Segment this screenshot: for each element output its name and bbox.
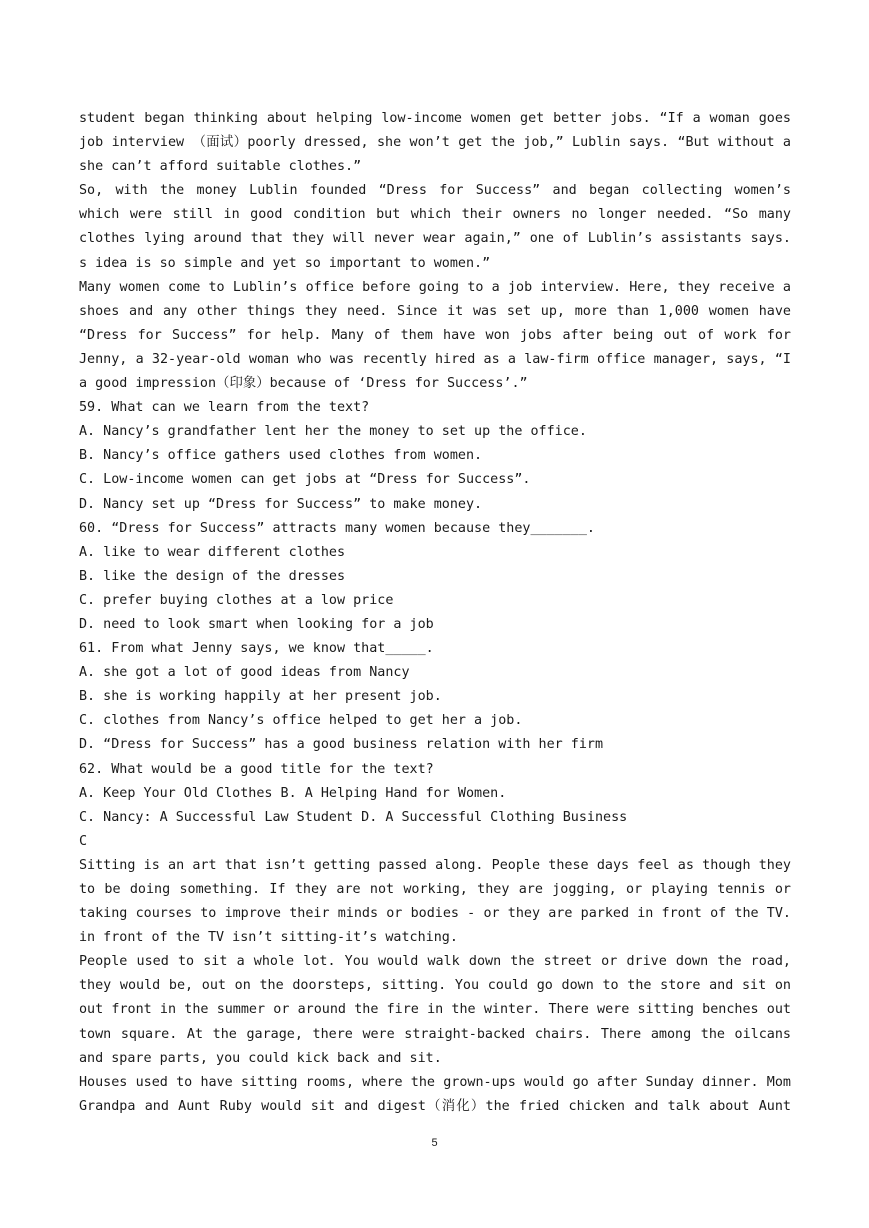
text-line: Many women come to Lublin’s office before going to a job interview. Here, they receive a (79, 279, 791, 295)
text-line: 60. “Dress for Success” attracts many women because they_______. (79, 520, 595, 536)
text-line: town square. At the garage, there were straight-backed chairs. There among the oilcans (79, 1026, 791, 1042)
text-line: D. “Dress for Success” has a good business relation with her firm (79, 737, 604, 753)
text-line: 62. What would be a good title for the text? (79, 761, 434, 777)
text-line: So, with the money Lublin founded “Dress for Success” and began collecting women’s (79, 183, 791, 199)
text-line: C (79, 833, 88, 849)
text-line: B. she is working happily at her present job. (79, 689, 442, 705)
text-line: 59. What can we learn from the text? (79, 400, 370, 416)
text-line: they would be, out on the doorsteps, sitting. You could go down to the store and sit on (79, 978, 791, 994)
text-line: B. like the design of the dresses (79, 568, 346, 584)
text-line: C. clothes from Nancy’s office helped to get her a job. (79, 713, 523, 729)
text-line: “Dress for Success” for help. Many of them have won jobs after being out of work for (79, 327, 791, 343)
text-line: student began thinking about helping low-income women get better jobs. “If a woman goes (79, 111, 791, 126)
text-line: A. Nancy’s grandfather lent her the money to set up the office. (79, 424, 587, 440)
text-line: shoes and any other things they need. Since it was set up, more than 1,000 women have (79, 303, 791, 319)
text-line: s idea is so simple and yet so important to women.” (79, 255, 491, 271)
text-line: C. Nancy: A Successful Law Student D. A Successful Clothing Business (79, 809, 628, 825)
text-line: to be doing something. If they are not working, they are jogging, or playing tennis or (79, 882, 791, 897)
document-body (79, 107, 791, 1119)
text-line: D. Nancy set up “Dress for Success” to make money. (79, 496, 483, 512)
text-line: 61. From what Jenny says, we know that_____. (79, 641, 434, 657)
text-line: in front of the TV isn’t sitting-it’s watching. (79, 930, 458, 946)
text-line: A. she got a lot of good ideas from Nancy (79, 665, 410, 681)
text-line: Jenny, a 32-year-old woman who was recently hired as a law-firm office manager, says, “I (79, 351, 791, 367)
text-line: Houses used to have sitting rooms, where the grown-ups would go after Sunday dinner. Mom (79, 1074, 791, 1090)
text-line: out front in the summer or around the fire in the winter. There were sitting benches out (79, 1002, 791, 1018)
text-line: B. Nancy’s office gathers used clothes from women. (79, 448, 483, 464)
text-line: Sitting is an art that isn’t getting passed along. People these days feel as though they (79, 857, 791, 873)
text-line: Grandpa and Aunt Ruby would sit and digest（消化）the fried chicken and talk about Aunt (79, 1098, 791, 1114)
text-line: and spare parts, you could kick back and sit. (79, 1050, 442, 1066)
text-line: job interview （面试）poorly dressed, she won’t get the job,” Lublin says. “But without a (79, 135, 791, 151)
text-line: A. like to wear different clothes (79, 544, 346, 560)
text-line: C. Low-income women can get jobs at “Dress for Success”. (79, 472, 531, 488)
text-line: she can’t afford suitable clothes.” (79, 159, 362, 175)
text-line: a good impression（印象）because of ‘Dress for Success’.” (79, 376, 528, 392)
text-line: A. Keep Your Old Clothes B. A Helping Hand for Women. (79, 785, 507, 801)
text-line: clothes lying around that they will never wear again,” one of Lublin’s assistants says. (79, 231, 791, 247)
text-line: C. prefer buying clothes at a low price (79, 592, 394, 608)
text-line: taking courses to improve their minds or bodies - or they are parked in front of the TV. (79, 906, 791, 922)
text-line: D. need to look smart when looking for a job (79, 616, 434, 632)
page-number: 5 (431, 1137, 438, 1149)
text-line: which were still in good condition but which their owners no longer needed. “So many (79, 207, 791, 223)
text-line: People used to sit a whole lot. You would walk down the street or drive down the road, (79, 954, 791, 970)
